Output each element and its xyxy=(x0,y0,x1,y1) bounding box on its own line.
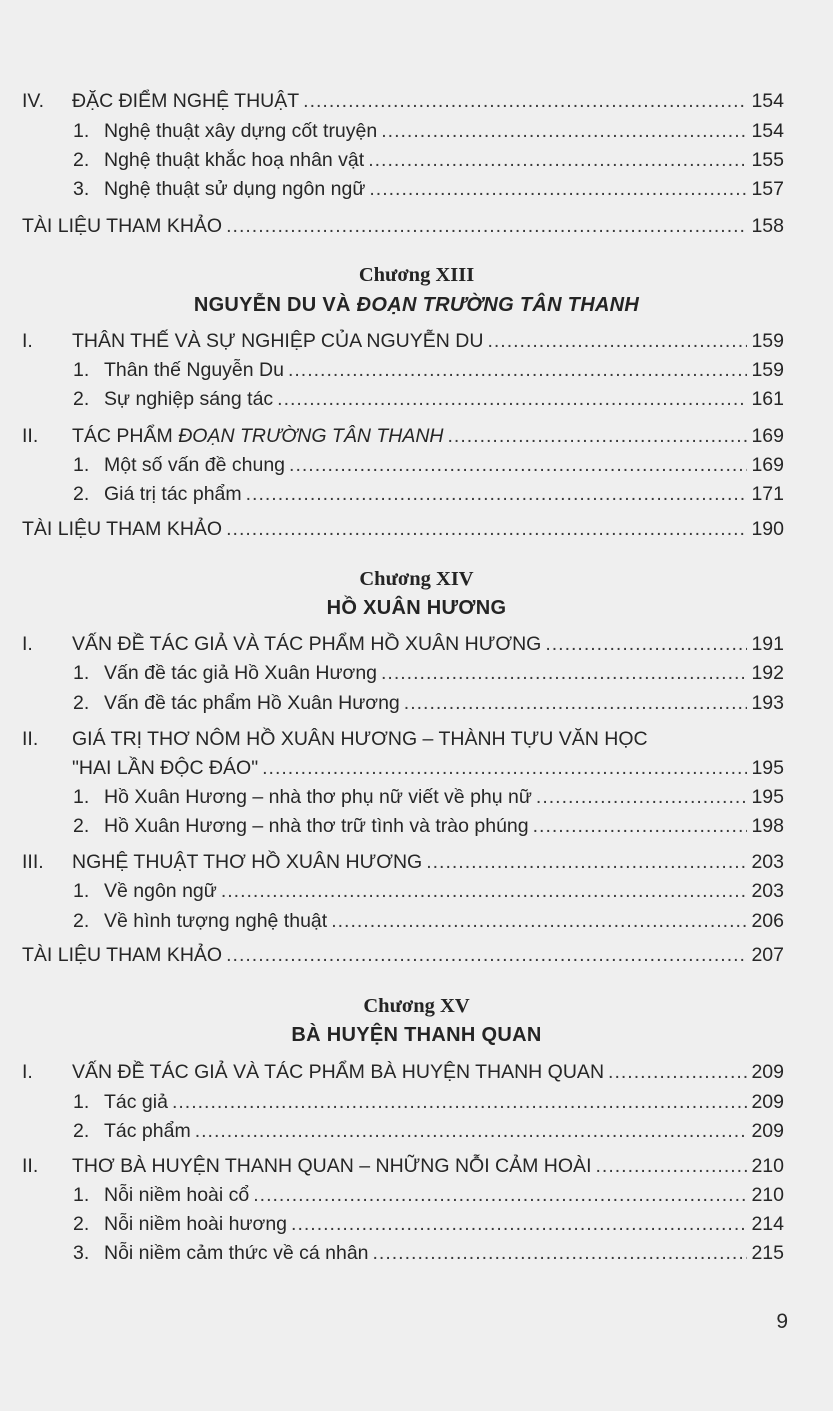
toc-entry-item xyxy=(73,1120,784,1148)
toc-entry-item xyxy=(73,1242,784,1270)
section-title: THÂN THẾ VÀ SỰ NGHIỆP CỦA NGUYỄN DU xyxy=(72,330,484,352)
toc-entry-item xyxy=(73,662,784,690)
page-ref: 191 xyxy=(751,633,784,655)
item-number: 1. xyxy=(73,120,90,142)
section-title-italic: ĐOẠN TRƯỜNG TÂN THANH xyxy=(178,425,444,447)
toc-entry-section-line2 xyxy=(22,757,784,785)
item-title: Hồ Xuân Hương – nhà thơ trữ tình và trào phúng xyxy=(104,815,529,837)
page-ref: 192 xyxy=(751,662,784,684)
leader-dots xyxy=(288,359,748,382)
page-ref: 161 xyxy=(751,388,784,410)
chapter-heading: Chương XIII xyxy=(358,264,475,286)
page-ref: 193 xyxy=(751,692,784,714)
item-number: 2. xyxy=(73,815,90,837)
toc-entry-section xyxy=(22,1061,784,1089)
leader-dots xyxy=(426,851,747,874)
toc-entry-item xyxy=(73,1091,784,1119)
item-number: 3. xyxy=(73,1242,90,1264)
section-title: VẤN ĐỀ TÁC GIẢ VÀ TÁC PHẨM HỒ XUÂN HƯƠNG xyxy=(72,633,542,655)
page-ref: 215 xyxy=(751,1242,784,1264)
page-ref: 159 xyxy=(751,330,784,352)
item-number: 2. xyxy=(73,149,90,171)
toc-entry-section xyxy=(22,425,784,453)
leader-dots xyxy=(221,880,748,903)
section-title: GIÁ TRỊ THƠ NÔM HỒ XUÂN HƯƠNG – THÀNH TỰU VĂN HỌC xyxy=(72,728,648,750)
item-number: 1. xyxy=(73,662,90,684)
item-number: 2. xyxy=(73,1120,90,1142)
page-ref: 169 xyxy=(751,425,784,447)
item-number: 2. xyxy=(73,910,90,932)
item-number: 1. xyxy=(73,880,90,902)
leader-dots xyxy=(373,1242,748,1265)
section-number: II. xyxy=(22,1155,39,1177)
item-title: Nỗi niềm hoài hương xyxy=(104,1213,288,1235)
section-title: NGHỆ THUẬT THƠ HỒ XUÂN HƯƠNG xyxy=(72,851,423,873)
toc-entry-item xyxy=(73,388,784,416)
leader-dots xyxy=(368,149,747,172)
leader-dots xyxy=(303,90,747,113)
section-title: THƠ BÀ HUYỆN THANH QUAN – NHỮNG NỖI CẢM HOÀI xyxy=(72,1155,592,1177)
page-ref: 214 xyxy=(751,1213,784,1235)
leader-dots xyxy=(369,178,747,201)
chapter-title-plain: NGUYỄN DU VÀ xyxy=(193,294,357,316)
section-number: III. xyxy=(22,851,44,873)
item-number: 1. xyxy=(73,454,90,476)
page-ref: 169 xyxy=(751,454,784,476)
toc-entry-item xyxy=(73,1184,784,1212)
page-ref: 209 xyxy=(751,1120,784,1142)
section-number: IV. xyxy=(22,90,45,112)
leader-dots xyxy=(381,120,747,143)
toc-entry-item xyxy=(73,454,784,482)
leader-dots xyxy=(381,662,747,685)
item-number: 1. xyxy=(73,359,90,381)
page-ref: 158 xyxy=(751,215,784,237)
item-number: 1. xyxy=(73,1091,90,1113)
page-ref: 171 xyxy=(751,483,784,505)
toc-entry-references xyxy=(22,518,784,546)
section-number: I. xyxy=(22,1061,33,1083)
page-ref: 157 xyxy=(751,178,784,200)
toc-entry-item xyxy=(73,120,784,148)
toc-entry-references xyxy=(22,944,784,972)
page-ref: 190 xyxy=(751,518,784,540)
item-number: 2. xyxy=(73,1213,90,1235)
leader-dots xyxy=(595,1155,747,1178)
item-title: Về hình tượng nghệ thuật xyxy=(104,910,328,932)
page-ref: 209 xyxy=(751,1061,784,1083)
item-title: Tác phẩm xyxy=(104,1120,191,1142)
toc-entry-item xyxy=(73,910,784,938)
page-ref: 210 xyxy=(751,1155,784,1177)
leader-dots xyxy=(536,786,748,809)
section-number: II. xyxy=(22,728,39,750)
chapter-heading: Chương XIV xyxy=(359,568,474,590)
toc-entry-references xyxy=(22,215,784,243)
leader-dots xyxy=(246,483,748,506)
toc-entry-section xyxy=(22,633,784,661)
leader-dots xyxy=(226,944,747,967)
section-number: I. xyxy=(22,330,33,352)
page-ref: 154 xyxy=(751,120,784,142)
leader-dots xyxy=(545,633,747,656)
leader-dots xyxy=(262,757,747,780)
page-ref: 155 xyxy=(751,149,784,171)
leader-dots xyxy=(487,330,747,353)
section-title: VẤN ĐỀ TÁC GIẢ VÀ TÁC PHẨM BÀ HUYỆN THANH QUAN xyxy=(72,1061,605,1083)
toc-entry-section xyxy=(22,330,784,358)
item-title: Nghệ thuật xây dựng cốt truyện xyxy=(104,120,378,142)
toc-entry-item xyxy=(73,880,784,908)
leader-dots xyxy=(291,1213,747,1236)
item-title: Vấn đề tác phẩm Hồ Xuân Hương xyxy=(104,692,400,714)
leader-dots xyxy=(195,1120,748,1143)
toc-entry-item xyxy=(73,149,784,177)
toc-entry-item xyxy=(73,1213,784,1241)
page-ref: 154 xyxy=(751,90,784,112)
toc-entry-item xyxy=(73,178,784,206)
section-title xyxy=(72,425,444,448)
chapter-title: BÀ HUYỆN THANH QUAN xyxy=(291,1024,542,1046)
section-title-continued: "HAI LẦN ĐỘC ĐÁO" xyxy=(72,757,259,779)
item-number: 2. xyxy=(73,388,90,410)
leader-dots xyxy=(172,1091,748,1114)
references-title: TÀI LIỆU THAM KHẢO xyxy=(22,944,223,966)
chapter-title xyxy=(0,294,833,317)
toc-entry-section xyxy=(22,851,784,879)
leader-dots xyxy=(289,454,747,477)
references-title: TÀI LIỆU THAM KHẢO xyxy=(22,215,223,237)
leader-dots xyxy=(448,425,748,448)
references-title: TÀI LIỆU THAM KHẢO xyxy=(22,518,223,540)
item-number: 1. xyxy=(73,786,90,808)
chapter-heading: Chương XV xyxy=(363,995,470,1017)
page-ref: 203 xyxy=(751,880,784,902)
leader-dots xyxy=(331,910,747,933)
item-title: Thân thế Nguyễn Du xyxy=(104,359,284,381)
section-title: ĐẶC ĐIỂM NGHỆ THUẬT xyxy=(72,90,300,112)
item-title: Một số vấn đề chung xyxy=(104,454,286,476)
item-title: Sự nghiệp sáng tác xyxy=(104,388,274,410)
item-number: 2. xyxy=(73,483,90,505)
leader-dots xyxy=(277,388,747,411)
page-ref: 195 xyxy=(751,757,784,779)
item-number: 3. xyxy=(73,178,90,200)
item-title: Nghệ thuật khắc hoạ nhân vật xyxy=(104,149,365,171)
page-ref: 159 xyxy=(751,359,784,381)
item-title: Hồ Xuân Hương – nhà thơ phụ nữ viết về phụ nữ xyxy=(104,786,532,808)
page-ref: 206 xyxy=(751,910,784,932)
item-title: Nghệ thuật sử dụng ngôn ngữ xyxy=(104,178,366,200)
toc-entry-item xyxy=(73,815,784,843)
page-ref: 210 xyxy=(751,1184,784,1206)
item-title: Tác giả xyxy=(104,1091,168,1113)
page-ref: 203 xyxy=(751,851,784,873)
toc-entry-item xyxy=(73,359,784,387)
leader-dots xyxy=(608,1061,747,1084)
section-number: II. xyxy=(22,425,39,447)
toc-entry-section xyxy=(22,90,784,118)
item-title: Vấn đề tác giả Hồ Xuân Hương xyxy=(104,662,378,684)
item-title: Giá trị tác phẩm xyxy=(104,483,242,505)
toc-entry-section-line1 xyxy=(22,728,784,756)
item-number: 2. xyxy=(73,692,90,714)
item-title: Về ngôn ngữ xyxy=(104,880,217,902)
leader-dots xyxy=(226,215,747,238)
toc-entry-item xyxy=(73,786,784,814)
section-title-plain: TÁC PHẨM xyxy=(72,425,179,447)
toc-entry-item xyxy=(73,483,784,511)
chapter-title-italic: ĐOẠN TRƯỜNG TÂN THANH xyxy=(356,294,640,316)
item-number: 1. xyxy=(73,1184,90,1206)
leader-dots xyxy=(226,518,747,541)
leader-dots xyxy=(253,1184,747,1207)
item-title: Nỗi niềm hoài cổ xyxy=(104,1184,250,1206)
page-ref: 195 xyxy=(751,786,784,808)
page-ref: 209 xyxy=(751,1091,784,1113)
toc-entry-section xyxy=(22,1155,784,1183)
toc-entry-item xyxy=(73,692,784,720)
leader-dots xyxy=(404,692,748,715)
section-number: I. xyxy=(22,633,33,655)
item-title: Nỗi niềm cảm thức về cá nhân xyxy=(104,1242,369,1264)
page-number: 9 xyxy=(776,1310,788,1333)
page-ref: 207 xyxy=(751,944,784,966)
leader-dots xyxy=(533,815,748,838)
page-ref: 198 xyxy=(751,815,784,837)
chapter-title: HỒ XUÂN HƯƠNG xyxy=(326,597,507,619)
